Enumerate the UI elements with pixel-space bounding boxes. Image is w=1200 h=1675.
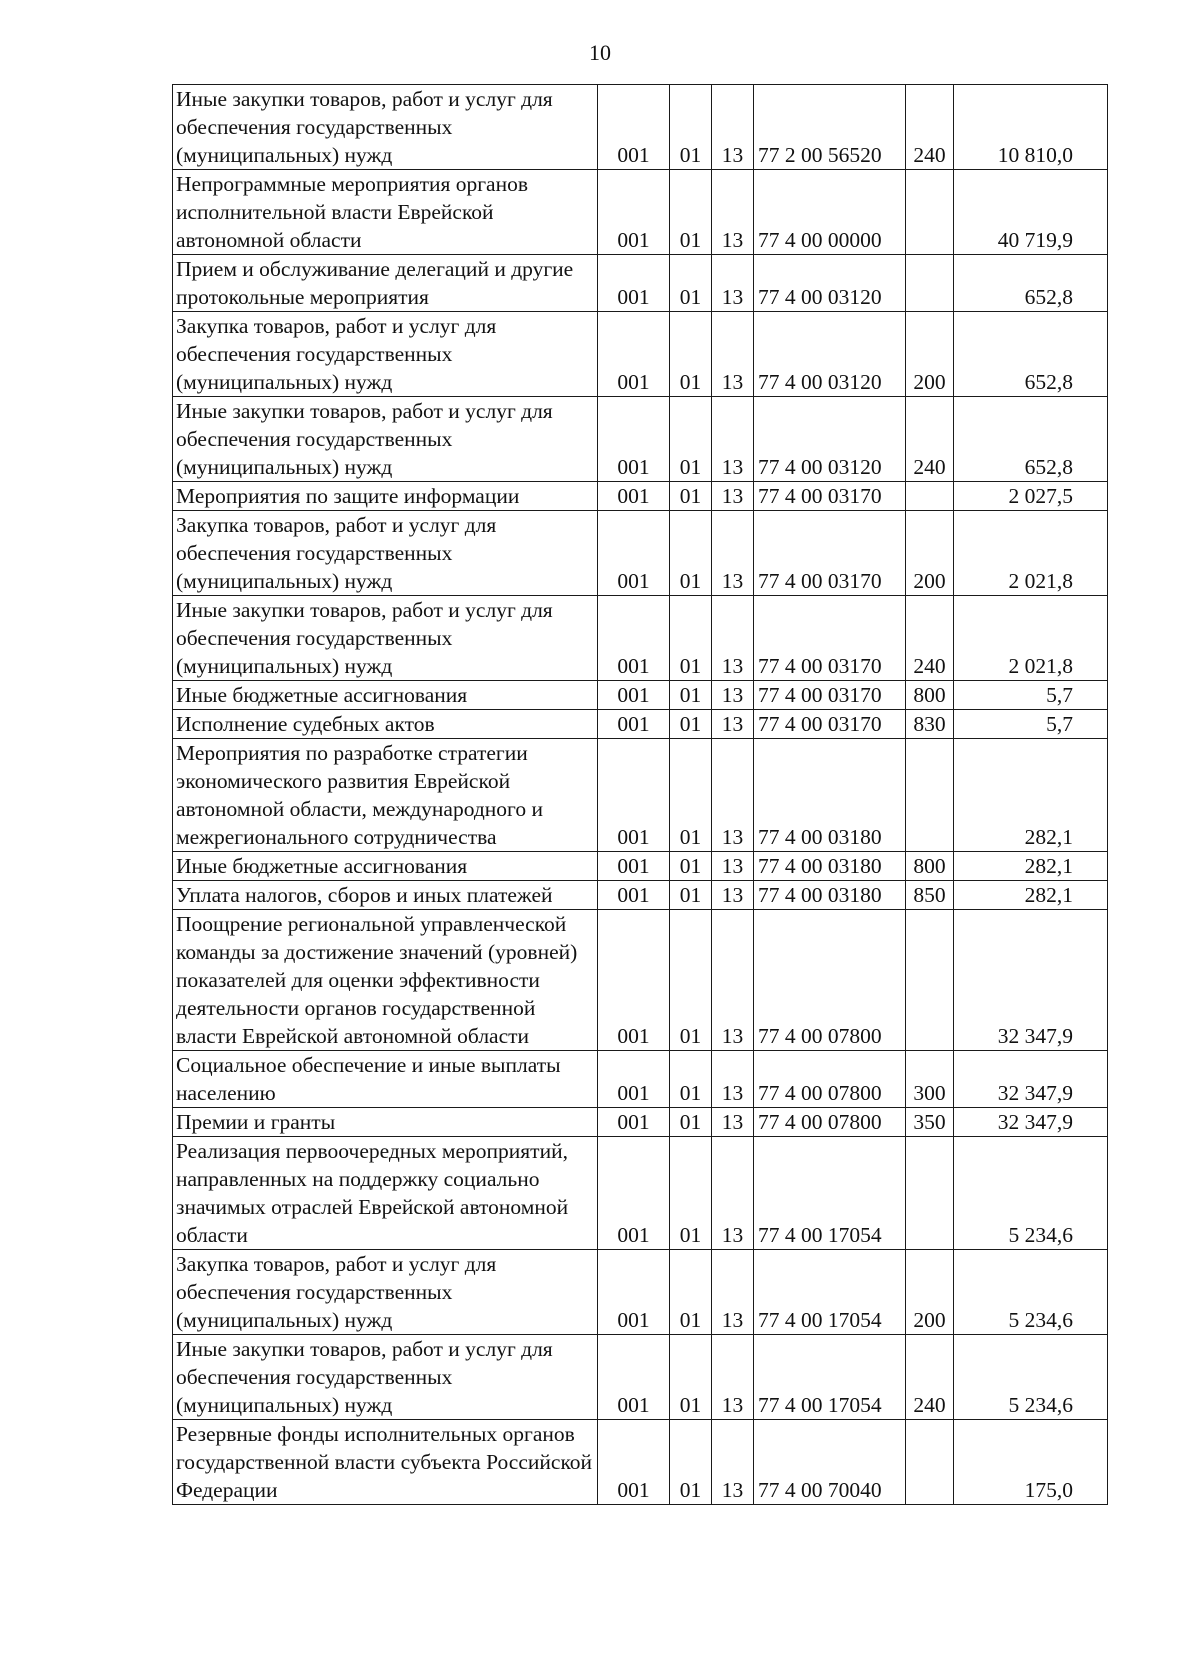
cell-name: Иные закупки товаров, работ и услуг для обеспечения государственных (муниципальных) нужд [173,1335,598,1420]
cell-subsection: 13 [712,482,754,511]
cell-amount: 2 027,5 [954,482,1108,511]
cell-amount: 282,1 [954,739,1108,852]
cell-expense-type: 350 [906,1108,954,1137]
cell-section: 01 [670,482,712,511]
cell-target-article: 77 4 00 03180 [754,852,906,881]
cell-target-article: 77 4 00 03180 [754,739,906,852]
cell-expense-type: 240 [906,1335,954,1420]
cell-subsection: 13 [712,681,754,710]
cell-name: Закупка товаров, работ и услуг для обеспечения государственных (муниципальных) нужд [173,1250,598,1335]
table-row [173,1420,1108,1505]
cell-subsection: 13 [712,739,754,852]
cell-name: Премии и гранты [173,1108,598,1137]
cell-expense-type: 240 [906,596,954,681]
cell-expense-type [906,255,954,312]
cell-section: 01 [670,681,712,710]
table-row [173,1051,1108,1108]
cell-target-article: 77 4 00 07800 [754,1051,906,1108]
cell-target-article: 77 4 00 03170 [754,482,906,511]
cell-section: 01 [670,170,712,255]
cell-target-article: 77 4 00 17054 [754,1137,906,1250]
table-row [173,170,1108,255]
cell-amount: 10 810,0 [954,85,1108,170]
cell-grbs: 001 [598,1335,670,1420]
cell-subsection: 13 [712,596,754,681]
cell-target-article: 77 4 00 03170 [754,710,906,739]
cell-name: Мероприятия по разработке стратегии экономического развития Еврейской автономной области, международного и межрегионального сотрудничества [173,739,598,852]
cell-amount: 175,0 [954,1420,1108,1505]
table-row [173,910,1108,1051]
cell-amount: 32 347,9 [954,1051,1108,1108]
cell-name: Прием и обслуживание делегаций и другие протокольные мероприятия [173,255,598,312]
cell-section: 01 [670,852,712,881]
cell-expense-type [906,739,954,852]
cell-expense-type: 240 [906,85,954,170]
cell-section: 01 [670,85,712,170]
cell-target-article: 77 2 00 56520 [754,85,906,170]
cell-expense-type: 850 [906,881,954,910]
cell-name: Резервные фонды исполнительных органов государственной власти субъекта Российской Федерации [173,1420,598,1505]
cell-subsection: 13 [712,397,754,482]
cell-name: Иные закупки товаров, работ и услуг для обеспечения государственных (муниципальных) нужд [173,85,598,170]
table-row [173,1250,1108,1335]
budget-table [172,84,1108,1505]
table-row [173,596,1108,681]
cell-subsection: 13 [712,881,754,910]
cell-section: 01 [670,1137,712,1250]
cell-amount: 2 021,8 [954,596,1108,681]
cell-amount: 5 234,6 [954,1335,1108,1420]
cell-section: 01 [670,397,712,482]
cell-name: Закупка товаров, работ и услуг для обеспечения государственных (муниципальных) нужд [173,511,598,596]
cell-subsection: 13 [712,1250,754,1335]
cell-subsection: 13 [712,1051,754,1108]
cell-name: Закупка товаров, работ и услуг для обеспечения государственных (муниципальных) нужд [173,312,598,397]
page-number: 10 [589,40,611,65]
cell-expense-type [906,1420,954,1505]
cell-amount: 5 234,6 [954,1250,1108,1335]
cell-grbs: 001 [598,255,670,312]
cell-section: 01 [670,710,712,739]
cell-expense-type: 240 [906,397,954,482]
cell-target-article: 77 4 00 00000 [754,170,906,255]
cell-subsection: 13 [712,852,754,881]
cell-grbs: 001 [598,681,670,710]
cell-amount: 5,7 [954,681,1108,710]
cell-target-article: 77 4 00 03180 [754,881,906,910]
cell-subsection: 13 [712,312,754,397]
cell-section: 01 [670,1420,712,1505]
table-row [173,397,1108,482]
cell-section: 01 [670,255,712,312]
cell-grbs: 001 [598,85,670,170]
cell-expense-type: 800 [906,681,954,710]
cell-target-article: 77 4 00 17054 [754,1250,906,1335]
cell-target-article: 77 4 00 03120 [754,312,906,397]
table-row [173,255,1108,312]
table-row [173,1108,1108,1137]
cell-name: Иные бюджетные ассигнования [173,852,598,881]
cell-target-article: 77 4 00 07800 [754,1108,906,1137]
cell-subsection: 13 [712,85,754,170]
cell-target-article: 77 4 00 03170 [754,596,906,681]
cell-grbs: 001 [598,1420,670,1505]
cell-grbs: 001 [598,710,670,739]
cell-section: 01 [670,1250,712,1335]
cell-target-article: 77 4 00 03170 [754,681,906,710]
table-row [173,852,1108,881]
cell-section: 01 [670,596,712,681]
table-row [173,1335,1108,1420]
cell-section: 01 [670,312,712,397]
cell-grbs: 001 [598,1250,670,1335]
cell-expense-type: 800 [906,852,954,881]
cell-expense-type [906,482,954,511]
cell-subsection: 13 [712,1137,754,1250]
cell-amount: 652,8 [954,255,1108,312]
cell-grbs: 001 [598,596,670,681]
cell-amount: 32 347,9 [954,910,1108,1051]
cell-section: 01 [670,511,712,596]
table-row [173,739,1108,852]
table-row [173,681,1108,710]
cell-section: 01 [670,1051,712,1108]
cell-target-article: 77 4 00 03170 [754,511,906,596]
cell-grbs: 001 [598,910,670,1051]
cell-section: 01 [670,910,712,1051]
cell-amount: 282,1 [954,881,1108,910]
cell-subsection: 13 [712,910,754,1051]
cell-name: Исполнение судебных актов [173,710,598,739]
cell-target-article: 77 4 00 17054 [754,1335,906,1420]
table-row [173,1137,1108,1250]
cell-name: Иные бюджетные ассигнования [173,681,598,710]
cell-subsection: 13 [712,255,754,312]
table-row [173,710,1108,739]
cell-grbs: 001 [598,511,670,596]
cell-grbs: 001 [598,1137,670,1250]
cell-expense-type [906,170,954,255]
cell-expense-type: 830 [906,710,954,739]
cell-amount: 5 234,6 [954,1137,1108,1250]
cell-expense-type: 300 [906,1051,954,1108]
cell-grbs: 001 [598,482,670,511]
cell-amount: 5,7 [954,710,1108,739]
cell-expense-type [906,910,954,1051]
cell-grbs: 001 [598,1108,670,1137]
cell-subsection: 13 [712,1108,754,1137]
cell-section: 01 [670,739,712,852]
cell-target-article: 77 4 00 70040 [754,1420,906,1505]
cell-subsection: 13 [712,1420,754,1505]
cell-amount: 2 021,8 [954,511,1108,596]
cell-grbs: 001 [598,397,670,482]
cell-subsection: 13 [712,710,754,739]
table-row [173,85,1108,170]
cell-grbs: 001 [598,739,670,852]
cell-amount: 652,8 [954,312,1108,397]
cell-name: Уплата налогов, сборов и иных платежей [173,881,598,910]
cell-amount: 652,8 [954,397,1108,482]
cell-expense-type: 200 [906,1250,954,1335]
cell-amount: 282,1 [954,852,1108,881]
cell-expense-type: 200 [906,312,954,397]
budget-table-body [173,85,1108,1505]
cell-name: Иные закупки товаров, работ и услуг для обеспечения государственных (муниципальных) нужд [173,397,598,482]
cell-name: Поощрение региональной управленческой команды за достижение значений (уровней) показателей для оценки эффективности деятельности органов государственной власти Еврейской автономной области [173,910,598,1051]
cell-subsection: 13 [712,511,754,596]
cell-grbs: 001 [598,881,670,910]
cell-section: 01 [670,1335,712,1420]
cell-amount: 40 719,9 [954,170,1108,255]
cell-name: Реализация первоочередных мероприятий, направленных на поддержку социально значимых отраслей Еврейской автономной области [173,1137,598,1250]
cell-expense-type: 200 [906,511,954,596]
cell-target-article: 77 4 00 07800 [754,910,906,1051]
table-row [173,511,1108,596]
cell-amount: 32 347,9 [954,1108,1108,1137]
cell-name: Мероприятия по защите информации [173,482,598,511]
cell-grbs: 001 [598,312,670,397]
table-row [173,482,1108,511]
cell-name: Иные закупки товаров, работ и услуг для обеспечения государственных (муниципальных) нужд [173,596,598,681]
cell-subsection: 13 [712,170,754,255]
cell-target-article: 77 4 00 03120 [754,397,906,482]
cell-grbs: 001 [598,852,670,881]
cell-grbs: 001 [598,1051,670,1108]
cell-target-article: 77 4 00 03120 [754,255,906,312]
table-row [173,881,1108,910]
cell-name: Социальное обеспечение и иные выплаты населению [173,1051,598,1108]
cell-expense-type [906,1137,954,1250]
cell-name: Непрограммные мероприятия органов исполнительной власти Еврейской автономной области [173,170,598,255]
cell-subsection: 13 [712,1335,754,1420]
table-row [173,312,1108,397]
cell-grbs: 001 [598,170,670,255]
cell-section: 01 [670,881,712,910]
cell-section: 01 [670,1108,712,1137]
